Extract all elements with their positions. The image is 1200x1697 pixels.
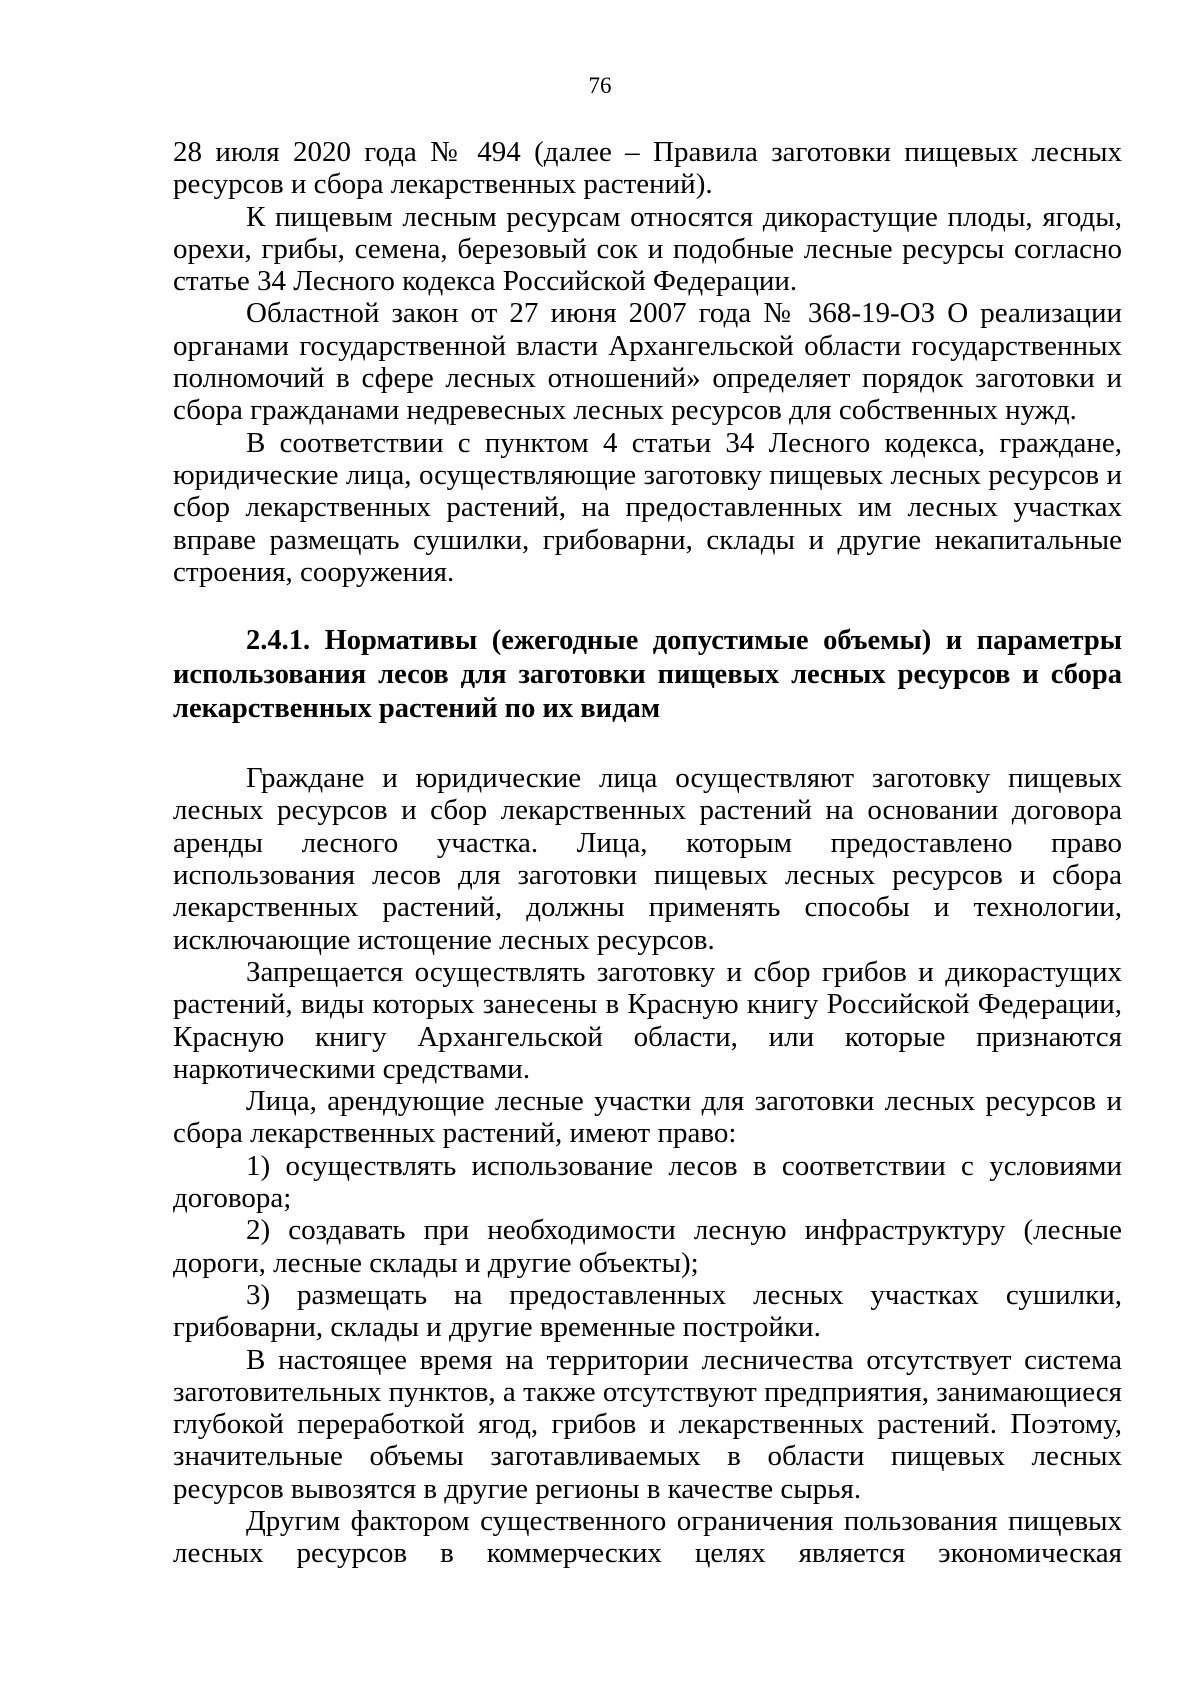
- paragraph: В соответствии с пунктом 4 статьи 34 Лесного кодекса, граждане, юридические лица, осуществляющие заготовку пищевых лесных ресурсов и сбор лекарственных растений, на предоставленных им лесных участках вправе размещать сушилки, грибоварни, склады и другие некапитальные строения, сооружения.: [173, 426, 1122, 588]
- list-item: 1) осуществлять использование лесов в соответствии с условиями договора;: [173, 1149, 1122, 1215]
- paragraph: 28 июля 2020 года № 494 (далее – Правила заготовки пищевых лесных ресурсов и сбора лекарственных растений).: [173, 136, 1122, 201]
- list-item: 2) создавать при необходимости лесную инфраструктуру (лесные дороги, лесные склады и другие объекты);: [173, 1214, 1122, 1279]
- paragraph: Граждане и юридические лица осуществляют заготовку пищевых лесных ресурсов и сбор лекарственных растений на основании договора аренды лесного участка. Лица, которым предоставлено право использования лесов для заготовки пищевых лесных ресурсов и сбора лекарственных растений, должны применять способы и технологии, исключающие истощение лесных ресурсов.: [173, 762, 1122, 956]
- section-heading: 2.4.1. Нормативы (ежегодные допустимые объемы) и параметры использования лесов для заготовки пищевых лесных ресурсов и сбора лекарственных растений по их видам: [173, 625, 1122, 725]
- paragraph: К пищевым лесным ресурсам относятся дикорастущие плоды, ягоды, орехи, грибы, семена, березовый сок и подобные лесные ресурсы согласно статье 34 Лесного кодекса Российской Федерации.: [173, 200, 1122, 298]
- paragraph: Областной закон от 27 июня 2007 года № 368-19-ОЗ О реализации органами государственной власти Архангельской области государственных полномочий в сфере лесных отношений» определяет порядок заготовки и сбора гражданами недревесных лесных ресурсов для собственных нужд.: [173, 297, 1122, 427]
- paragraph: Запрещается осуществлять заготовку и сбор грибов и дикорастущих растений, виды которых занесены в Красную книгу Российской Федерации, Красную книгу Архангельской области, или которые признаются наркотическими средствами.: [173, 955, 1122, 1085]
- page-content: [173, 136, 1122, 1570]
- paragraph: В настоящее время на территории лесничества отсутствует система заготовительных пунктов, а также отсутствуют предприятия, занимающиеся глубокой переработкой ягод, грибов и лекарственных растений. Поэтому, значительные объемы заготавливаемых в области пищевых лесных ресурсов вывозятся в другие регионы в качестве сырья.: [173, 1343, 1122, 1505]
- paragraph: Лица, арендующие лесные участки для заготовки лесных ресурсов и сбора лекарственных растений, имеют право:: [173, 1085, 1122, 1150]
- list-item: 3) размещать на предоставленных лесных участках сушилки, грибоварни, склады и другие временные постройки.: [173, 1278, 1122, 1344]
- page-number: 76: [588, 73, 612, 98]
- paragraph: Другим фактором существенного ограничения пользования пищевых лесных ресурсов в коммерческих целях является экономическая: [173, 1504, 1122, 1570]
